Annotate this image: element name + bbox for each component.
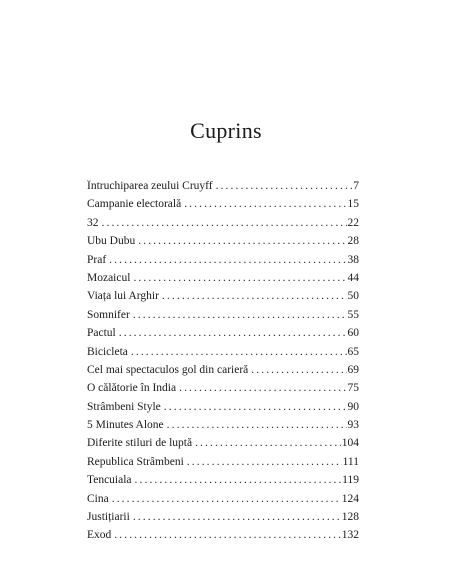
toc-entry-title: Întruchiparea zeului Cruyff xyxy=(87,180,213,192)
toc-entry-title: Campanie electorală xyxy=(87,198,182,211)
toc-entry xyxy=(87,327,359,345)
dot-leader xyxy=(114,529,340,541)
toc-entry-title: Republica Strâmbeni xyxy=(87,455,184,468)
toc-page-number: 104 xyxy=(341,437,359,450)
dot-leader xyxy=(164,401,347,413)
toc-entry-title: Strâmbeni Style xyxy=(87,400,161,413)
toc-page-number: 7 xyxy=(353,180,359,192)
toc-entry-title: Praf xyxy=(87,253,107,266)
toc-entry-title: O călătorie în India xyxy=(87,382,177,395)
toc-entry xyxy=(87,401,359,419)
toc-entry-title: Tencuiala xyxy=(87,474,132,487)
toc-entry-title: Somnifer xyxy=(87,308,130,321)
toc-entry-title: 32 xyxy=(87,216,99,229)
toc-page-number: 38 xyxy=(347,253,359,266)
toc-entry-title: Bicicleta xyxy=(87,345,128,358)
dot-leader xyxy=(131,346,347,358)
toc-entry-title: Viața lui Arghir xyxy=(87,290,159,303)
toc-page-number: 93 xyxy=(347,419,359,432)
toc-entry xyxy=(87,272,359,290)
toc-entry xyxy=(87,474,359,492)
toc-entry xyxy=(87,254,359,272)
toc-entry xyxy=(87,198,359,216)
toc-entry-title: Diferite stiluri de luptă xyxy=(87,437,193,450)
dot-leader xyxy=(112,493,341,505)
toc-page-number: 128 xyxy=(341,511,359,524)
toc-entry xyxy=(87,437,359,455)
toc-page-number: 75 xyxy=(347,382,359,395)
toc-entry-title: Pactul xyxy=(87,327,116,340)
toc-page-number: 44 xyxy=(347,271,359,284)
toc-entry-title: Justițiarii xyxy=(87,511,130,524)
toc-entry xyxy=(87,217,359,235)
dot-leader xyxy=(184,198,346,210)
toc-page-number: 28 xyxy=(347,235,359,248)
dot-leader xyxy=(251,364,346,376)
table-of-contents xyxy=(87,180,359,548)
toc-entry-title: Cel mai spectaculos gol din carieră xyxy=(87,363,249,376)
toc-page-number: 111 xyxy=(342,455,359,468)
toc-entry xyxy=(87,493,359,511)
toc-entry xyxy=(87,419,359,437)
toc-entry xyxy=(87,511,359,529)
toc-entry xyxy=(87,346,359,364)
dot-leader xyxy=(102,217,347,229)
toc-entry xyxy=(87,364,359,382)
dot-leader xyxy=(133,511,341,523)
toc-page-number: 15 xyxy=(347,198,359,211)
toc-entry xyxy=(87,309,359,327)
toc-entry xyxy=(87,382,359,400)
toc-entry xyxy=(87,235,359,253)
toc-page-number: 69 xyxy=(347,363,359,376)
toc-page-number: 55 xyxy=(347,308,359,321)
toc-page-number: 132 xyxy=(341,529,359,542)
toc-page-number: 65 xyxy=(347,345,359,358)
toc-entry xyxy=(87,290,359,308)
dot-leader xyxy=(135,474,342,486)
toc-entry-title: Mozaicul xyxy=(87,271,131,284)
page-title: Cuprins xyxy=(190,118,262,143)
toc-page-number: 60 xyxy=(347,327,359,340)
toc-entry-title: 5 Minutes Alone xyxy=(87,419,164,432)
dot-leader xyxy=(167,419,347,431)
dot-leader xyxy=(162,290,347,302)
toc-page-number: 90 xyxy=(347,400,359,413)
toc-page-number: 124 xyxy=(341,492,359,505)
dot-leader xyxy=(138,235,346,247)
toc-page-number: 22 xyxy=(347,216,359,229)
dot-leader xyxy=(109,254,346,266)
dot-leader xyxy=(179,382,346,394)
dot-leader xyxy=(119,327,347,339)
toc-entry-title: Ubu Dubu xyxy=(87,235,136,248)
toc-entry xyxy=(87,529,359,547)
toc-entry-title: Cina xyxy=(87,492,109,505)
dot-leader xyxy=(216,180,353,192)
toc-page-number: 119 xyxy=(342,474,359,487)
dot-leader xyxy=(187,456,342,468)
dot-leader xyxy=(133,309,347,321)
toc-entry xyxy=(87,180,359,198)
toc-entry xyxy=(87,456,359,474)
toc-page-number: 50 xyxy=(347,290,359,303)
dot-leader xyxy=(133,272,346,284)
toc-entry-title: Exod xyxy=(87,529,112,542)
dot-leader xyxy=(195,437,341,449)
